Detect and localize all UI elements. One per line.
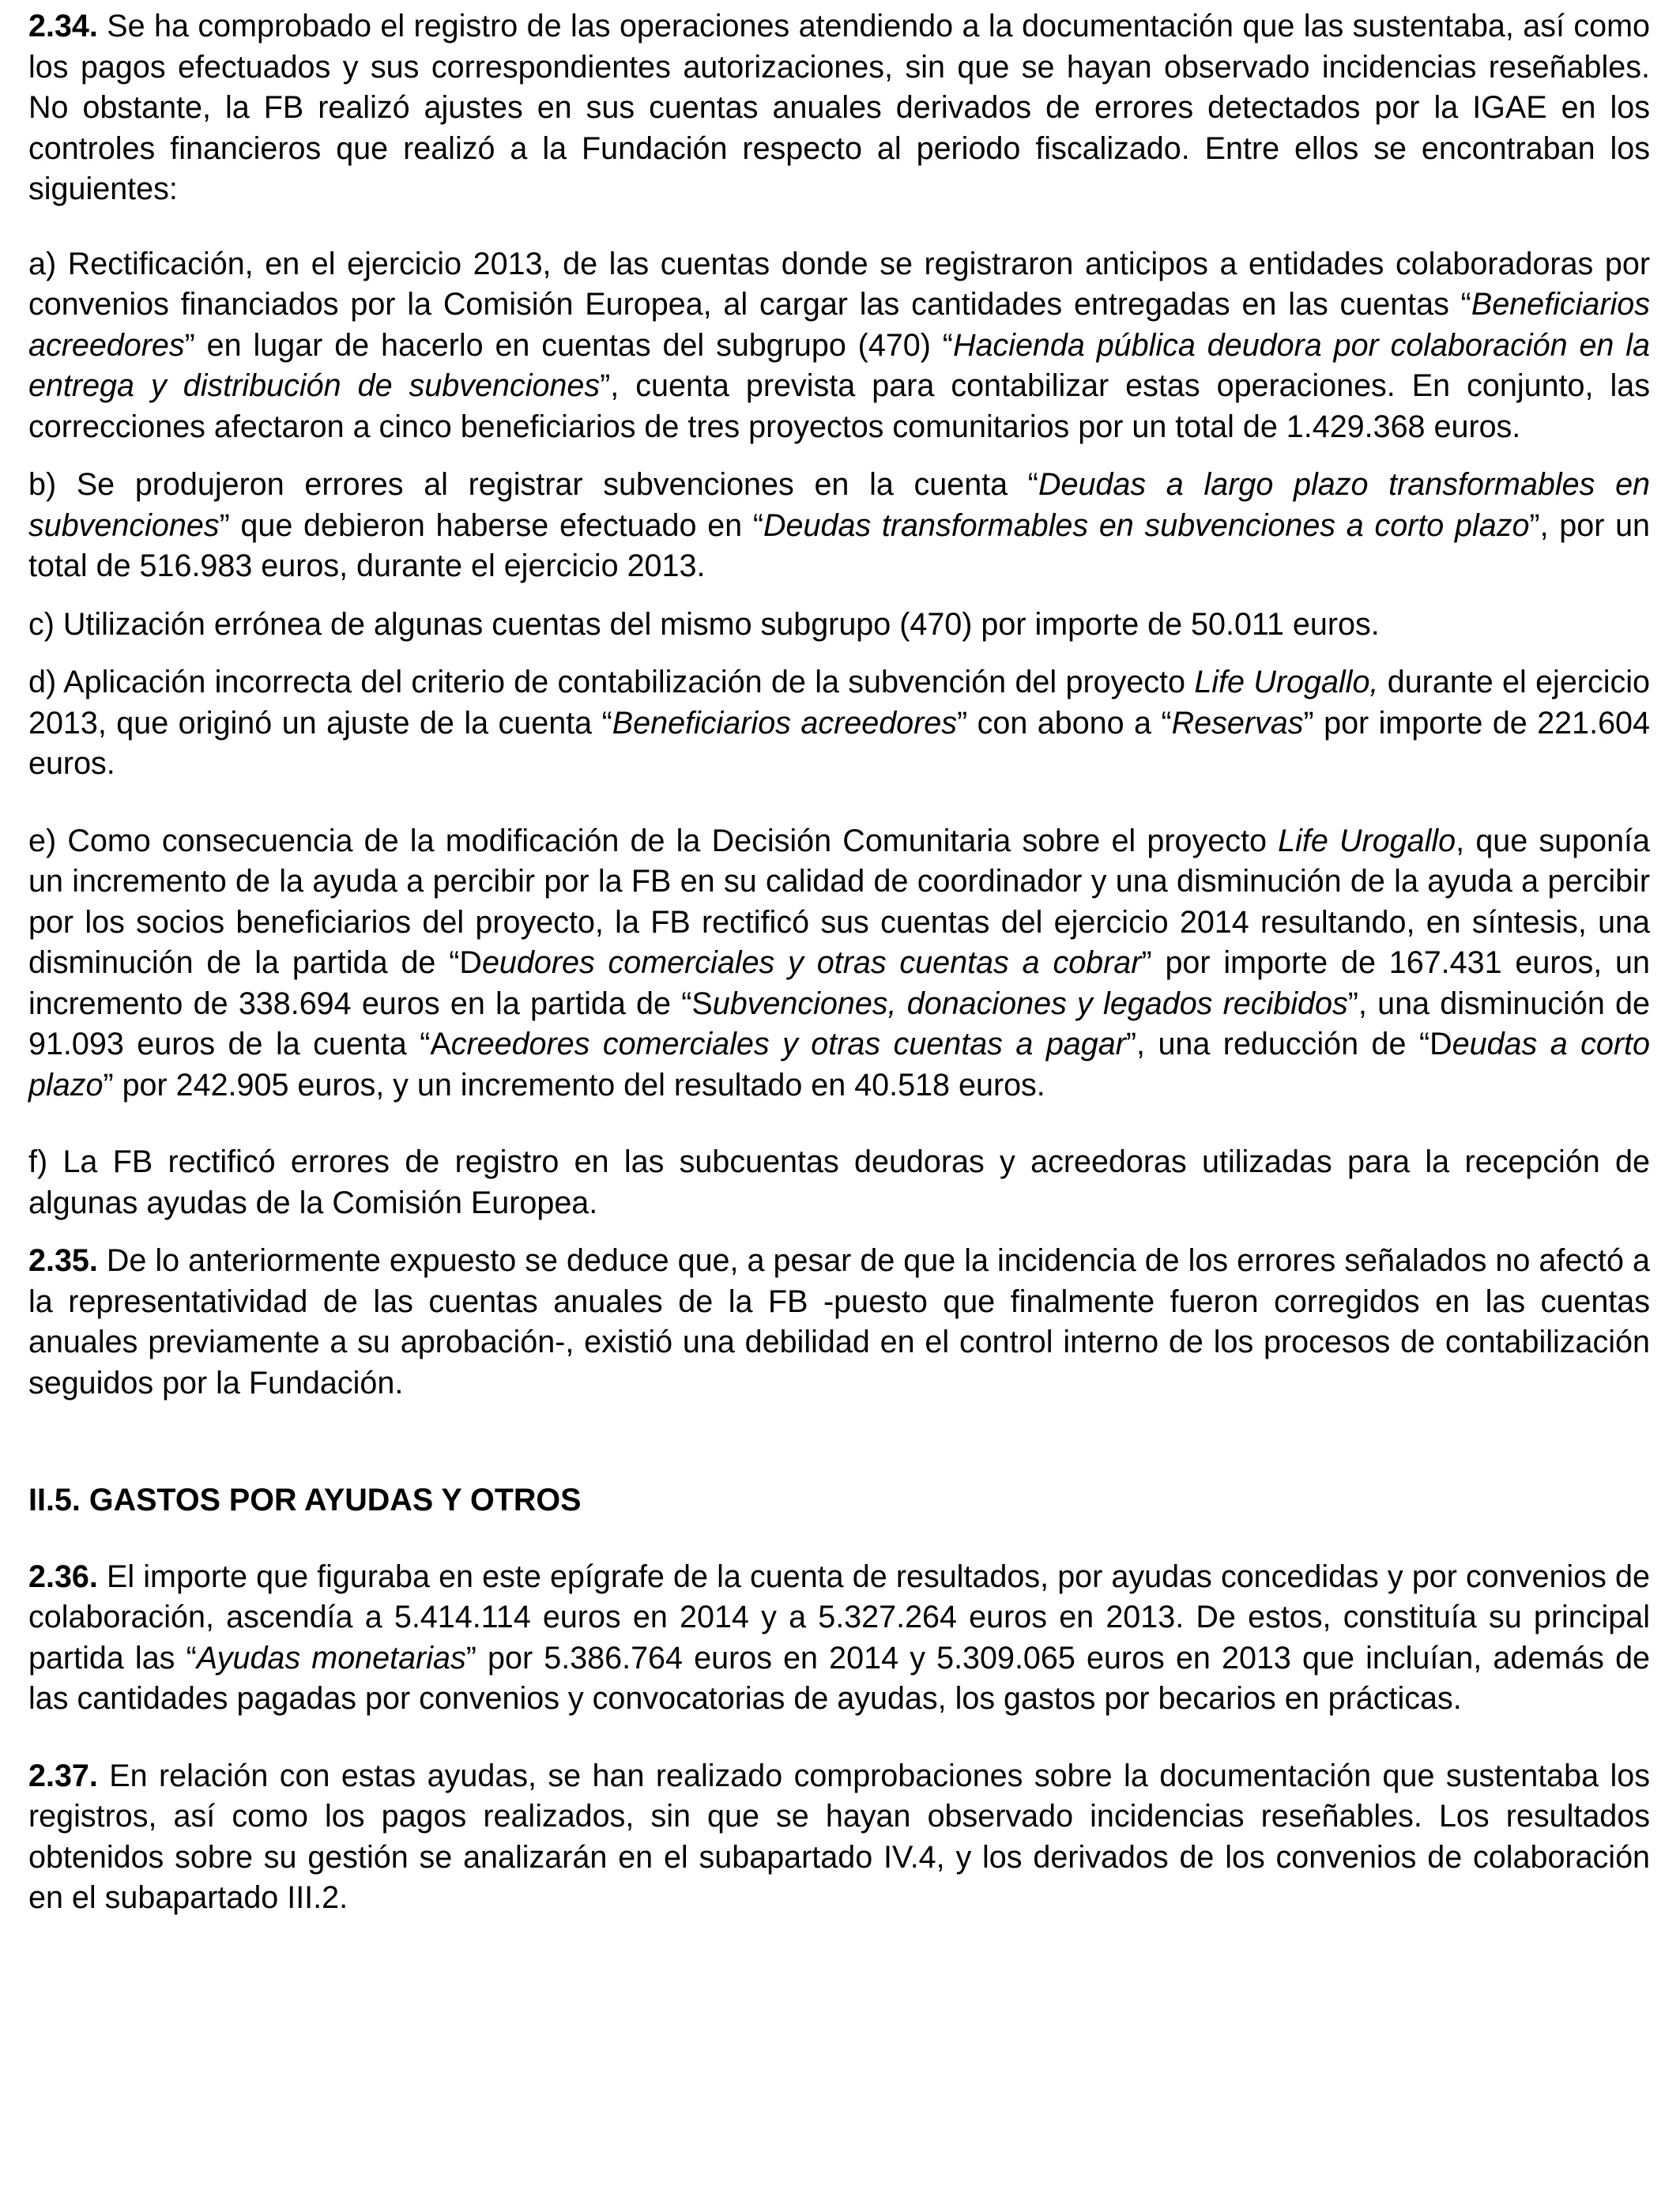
account-name: Hacienda pública deudora por colaboración en la entrega y distribución de subvenciones [28,327,1651,403]
list-item-text: ” en lugar de hacerlo en cuentas del subgrupo (470) “ [184,327,953,363]
list-item-text: d) Aplicación incorrecta del criterio de contabilización de la subvención del proyecto [28,665,1195,699]
list-item-text: b) Se produjeron errores al registrar subvenciones en la cuenta “ [28,467,1038,502]
account-name: Reservas [1171,705,1304,741]
list-item-text: c) Utilización errónea de algunas cuentas del mismo subgrupo (470) por importe de 50.011 euros. [28,606,1380,642]
paragraph-text: Se ha comprobado el registro de las operaciones atendiendo a la documentación que las sustentaba, así como los pagos efectuados y sus correspondientes autorizaciones, sin que se hayan observado incidencias reseñables. No obstante, la FB realizó ajustes en sus cuentas anuales derivados de errores detectados por la IGAE en los controles financieros que realizó a la Fundación respecto al periodo fiscalizado. Entre ellos se encontraban los siguientes: [28,9,1650,206]
list-item-e [28,821,1650,1106]
list-item-c [28,605,1650,646]
list-item-text: e) Como consecuencia de la modificación de la Decisión Comunitaria sobre el proyecto [28,823,1279,858]
paragraph-text: De lo anteriormente expuesto se deduce que, a pesar de que la incidencia de los errores señalados no afectó a la representatividad de las cuentas anuales de la FB -puesto que finalmente fueron corregidos en las cuentas anuales previamente a su aprobación-, existió una debilidad en el control interno de los procesos de contabilización seguidos por la Fundación. [28,1243,1650,1400]
list-item-d [28,662,1650,785]
list-item-text: ” con abono a “ [957,705,1172,741]
list-item-text: ”, cuenta prevista para contabilizar estas operaciones. En conjunto, las correcciones afectaron a cinco beneficiarios de tres proyectos comunitarios por un total de 1.429.368 euros. [28,368,1650,444]
account-name: ubvenciones, donaciones y legados recibidos [712,986,1348,1021]
project-name: Life Urogallo [1278,823,1456,858]
account-name: eudas a corto plazo [28,1027,1650,1103]
project-name: Life Urogallo, [1194,665,1379,699]
list-item-text: durante el ejercicio 2013, que originó un ajuste de la cuenta “ [28,665,1650,741]
paragraph-number: 2.35. [28,1243,98,1278]
paragraph-2-36 [28,1557,1650,1720]
paragraph-number: 2.36. [28,1559,98,1594]
list-item-text: ”, una reducción de “D [1125,1027,1452,1061]
list-item-text: ”, por un total de 516.983 euros, durante el ejercicio 2013. [28,507,1651,583]
account-name: eudores comerciales y otras cuentas a cobrar [481,945,1142,980]
document-page [28,6,1650,1919]
account-name: Deudas a largo plazo transformables en subvenciones [28,467,1651,543]
list-item-text: ”, una disminución de 91.093 euros de la cuenta “A [28,986,1650,1061]
paragraph-text: El importe que figuraba en este epígrafe de la cuenta de resultados, por ayudas concedidas y por convenios de colaboración, ascendía a 5.414.114 euros en 2014 y a 5.327.264 euros en 2013. De estos, constituía su principal partida las “ [28,1559,1650,1676]
list-item-text: a) Rectificación, en el ejercicio 2013, de las cuentas donde se registraron anticipos a entidades colaboradoras por convenios financiados por la Comisión Europea, al cargar las cantidades entregadas en las cuentas “ [28,246,1650,322]
list-item-text: ” por 242.905 euros, y un incremento del resultado en 40.518 euros. [103,1067,1045,1103]
paragraph-text: En relación con estas ayudas, se han realizado comprobaciones sobre la documentación que sustentaba los registros, así como los pagos realizados, sin que se hayan observado incidencias reseñables. Los resultados obtenidos sobre su gestión se analizarán en el subapartado IV.4, y los derivados de los convenios de colaboración en el subapartado III.2. [28,1758,1650,1915]
paragraph-number: 2.37. [28,1758,98,1793]
account-name: creedores comerciales y otras cuentas a pagar [450,1027,1126,1061]
list-item-text: ” por importe de 221.604 euros. [28,705,1650,781]
list-item-f [28,1142,1650,1223]
list-item-text: ” por importe de 167.431 euros, un incremento de 338.694 euros en la partida de “S [28,945,1650,1021]
paragraph-text: ” por 5.386.764 euros en 2014 y 5.309.065 euros en 2013 que incluían, además de las cantidades pagadas por convenios y convocatorias de ayudas, los gastos por becarios en prácticas. [28,1640,1651,1716]
paragraph-2-35 [28,1241,1650,1404]
account-name: Ayudas monetarias [196,1640,466,1676]
section-heading: II.5. GASTOS POR AYUDAS Y OTROS [28,1483,582,1517]
paragraph-2-37 [28,1756,1650,1919]
list-item-text: , que suponía un incremento de la ayuda a percibir por la FB en su calidad de coordinador y una disminución de la ayuda a percibir por los socios beneficiarios del proyecto, la FB rectificó sus cuentas del ejercicio 2014 resultando, en síntesis, una disminución de la partida de “D [28,823,1650,980]
account-name: Beneficiarios acreedores [28,287,1650,363]
list-item-a [28,244,1650,448]
paragraph-2-34 [28,6,1650,210]
paragraph-number: 2.34. [28,9,98,43]
list-item-b [28,465,1650,587]
list-item-text: ” que debieron haberse efectuado en “ [219,507,764,543]
list-item-text: f) La FB rectificó errores de registro en las subcuentas deudoras y acreedoras utilizadas para la recepción de algunas ayudas de la Comisión Europea. [28,1144,1650,1220]
account-name: Deudas transformables en subvenciones a corto plazo [763,507,1530,543]
account-name: Beneficiarios acreedores [612,705,957,741]
